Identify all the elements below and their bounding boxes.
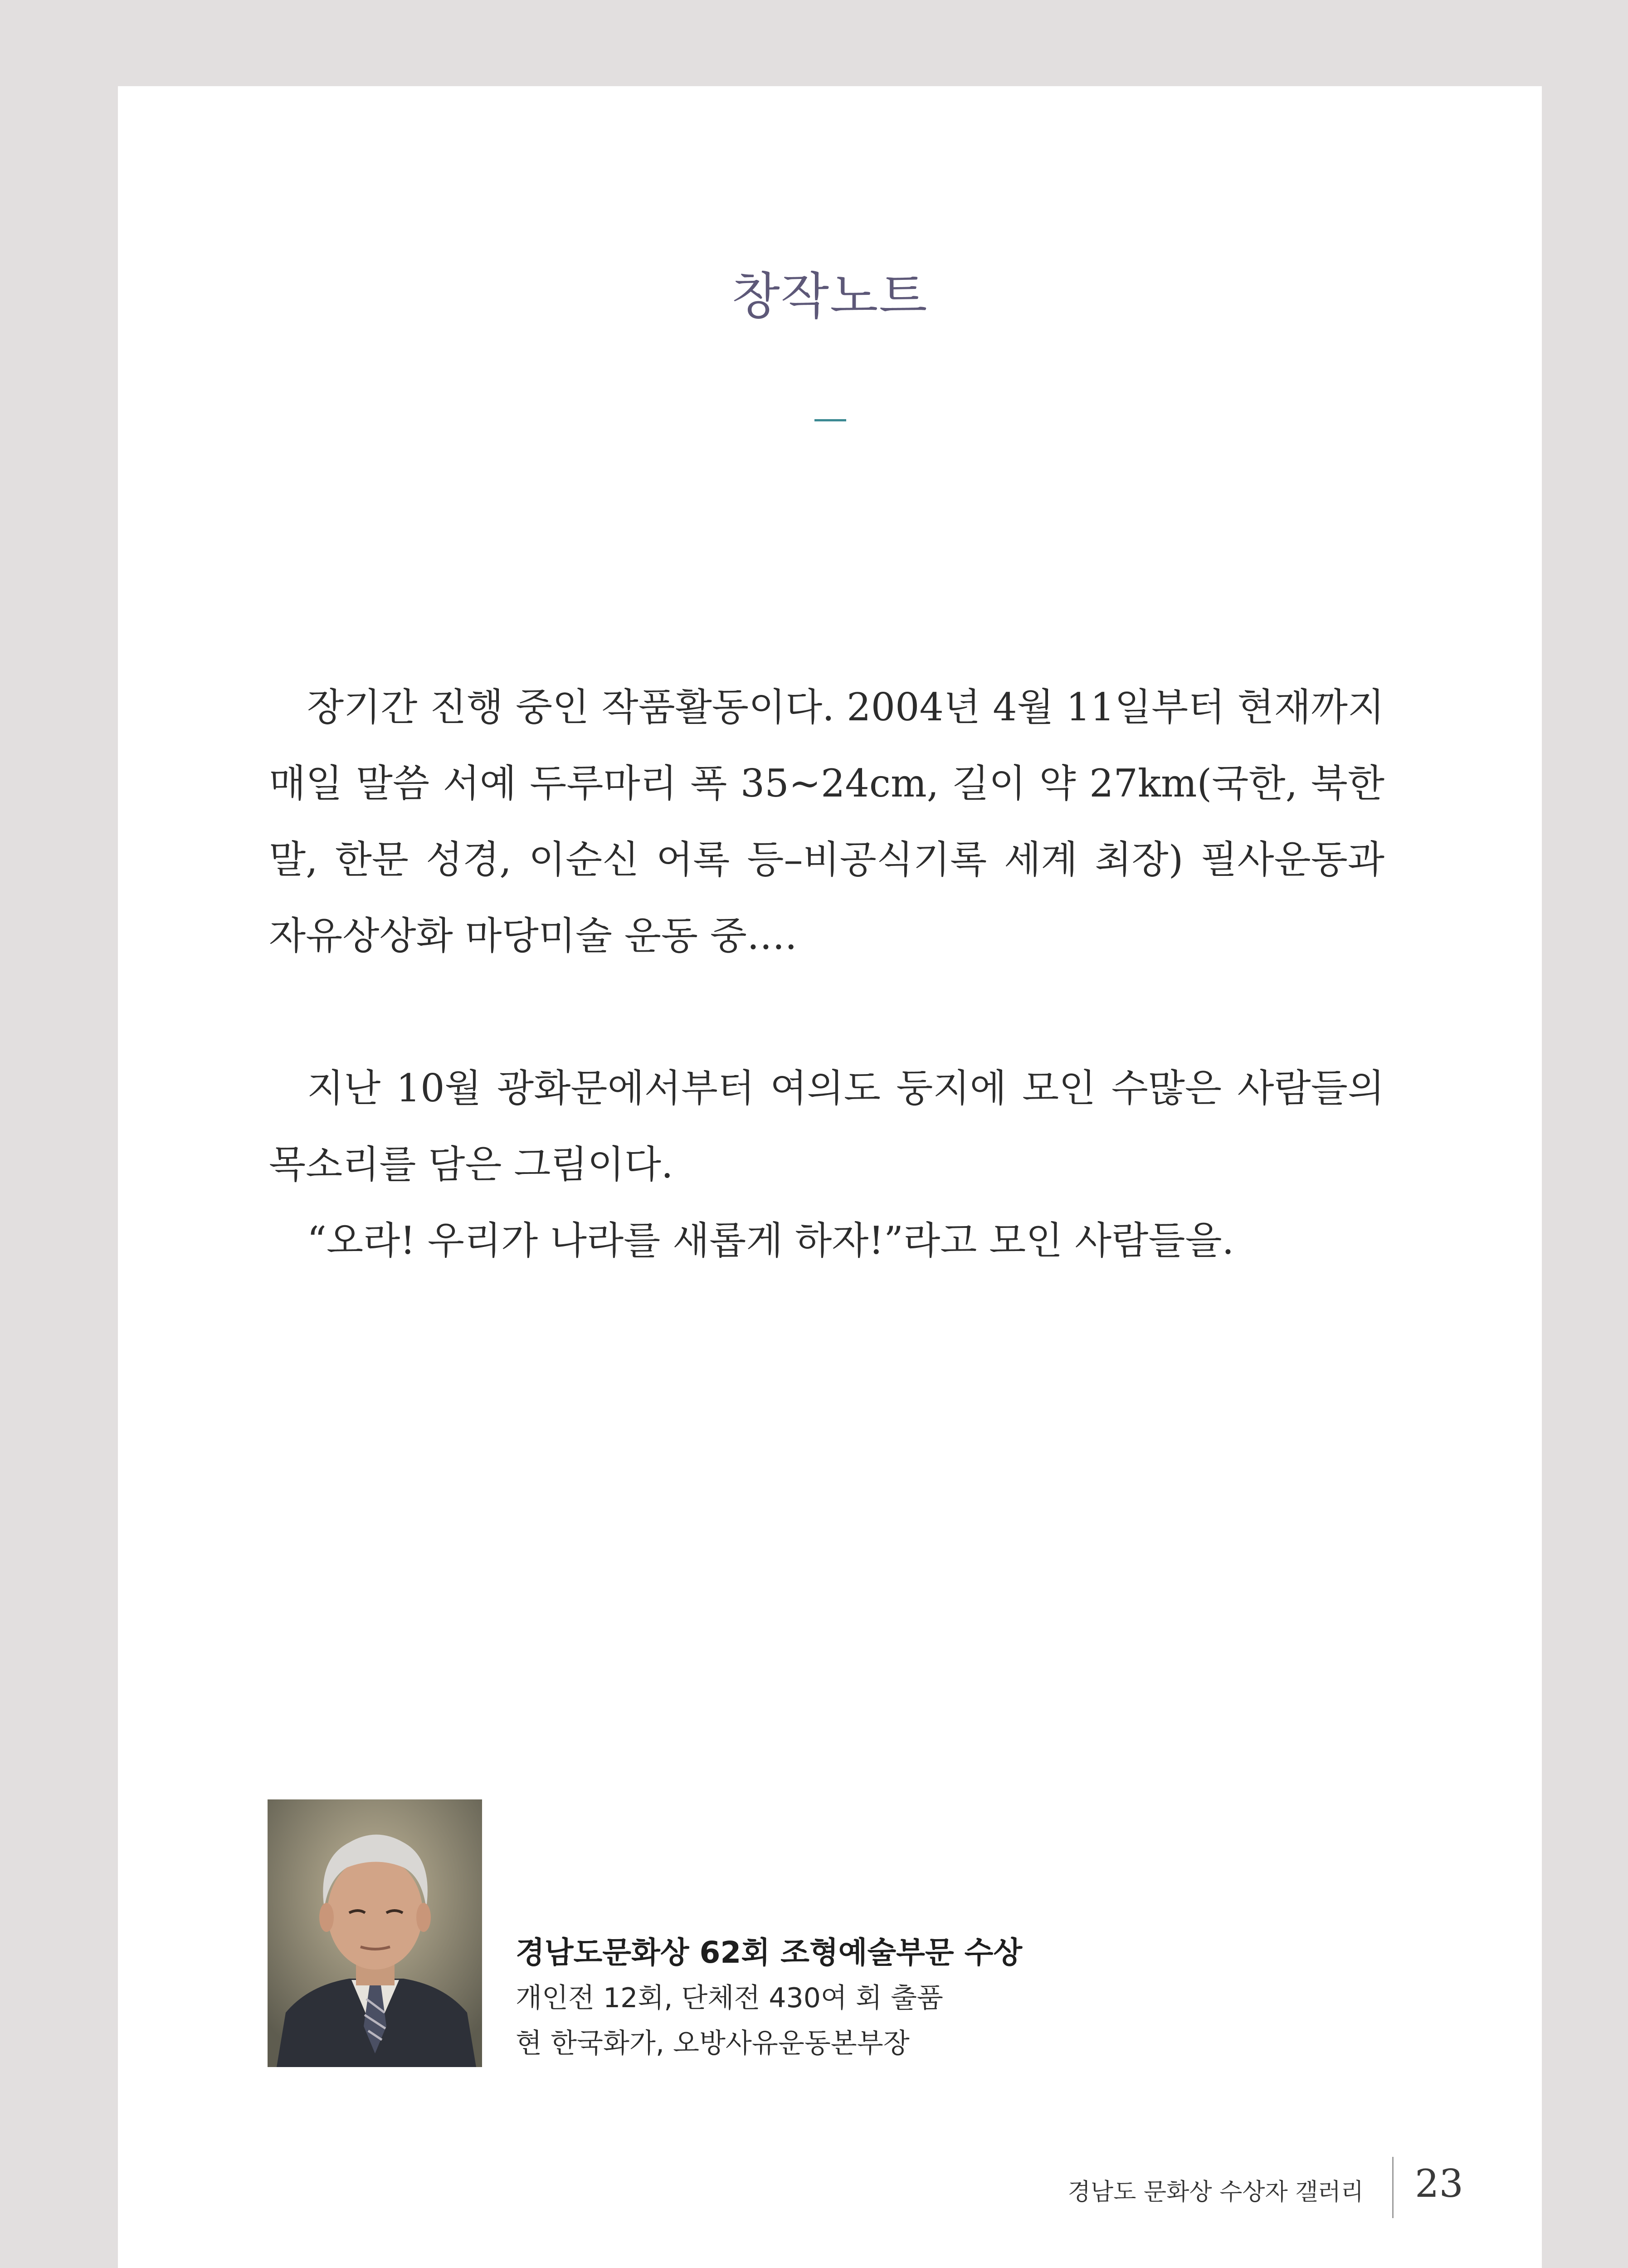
- artist-profile: [516, 1930, 1022, 2066]
- body-text: [269, 669, 1384, 1279]
- title-divider: [814, 419, 846, 421]
- current-position: 현 한국화가, 오방사유운동본부장: [516, 2028, 910, 2059]
- footer-section-title: 경남도 문화상 수상자 갤러리: [1067, 2179, 1364, 2206]
- footer-divider: [1392, 2157, 1394, 2218]
- paragraph-1: 장기간 진행 중인 작품활동이다. 2004년 4월 11일부터 현재까지 매일 말씀 서예 두루마리 폭 35~24cm, 길이 약 27km(국한, 북한말, 한문 성경, 이순신 어록 등–비공식기록 세계 최장) 필사운동과 자유상상화 마당미술 운동 중….: [269, 685, 1384, 958]
- paragraph-3: “오라! 우리가 나라를 새롭게 하자!”라고 모인 사람들을.: [307, 1218, 1234, 1263]
- artist-portrait-photo: [268, 1799, 482, 2067]
- paragraph-2: 지난 10월 광화문에서부터 여의도 둥지에 모인 수많은 사람들의 목소리를 담은 그림이다.: [269, 1066, 1384, 1187]
- document-page: [118, 86, 1542, 2268]
- page-title: 창작노트: [731, 267, 928, 325]
- exhibition-history: 개인전 12회, 단체전 430여 회 출품: [516, 1982, 943, 2014]
- page-number: 23: [1415, 2161, 1463, 2206]
- award-title: 경남도문화상 62회 조형예술부문 수상: [516, 1935, 1023, 1970]
